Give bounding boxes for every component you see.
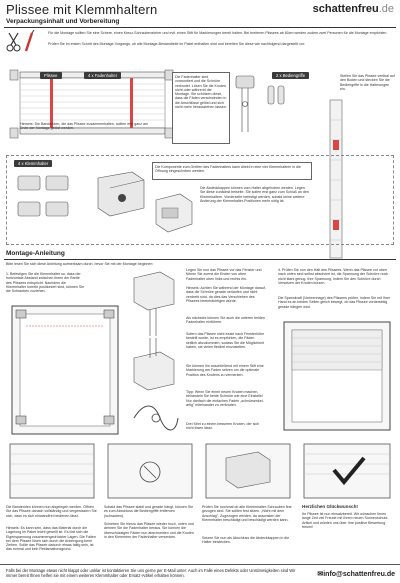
step-1-text: 1. Befestigen Sie die Klemmhalter so, dass der horizontale Abstand zwischen ihnen der Breite des Plissees entspricht. Nachdem die Klemmhalter korrekt positioniert sind, können Sie die Schrauben zuziehen. (6, 272, 85, 294)
step-4b-text: Die Spannkraft (Vorbrennage) des Plissees prüfen, indem Sie mit Ihrer Hand es an beiden Seiten gleich bewegt, ob das Plissee vorderseitig gerade hängen wird. (278, 296, 391, 309)
congrats-title: Herzlichen Glückwunsch! (302, 504, 358, 509)
step-2e-text: Sie können ihn anschließend mit einem Stift eine Markierung am Faden setzen um die optimale Position des Knotens zu vermerken. (186, 364, 264, 377)
hinweis-banderolen: Hinweis: Die Banderolen, die das Plissee zusammenhalten, sollten erst ganz am Ende der Montage gelöst werden. (20, 122, 149, 131)
bottom-step-2-illustration (104, 442, 196, 502)
knot-tip-icon (130, 398, 182, 438)
plissee-illustration (10, 70, 170, 150)
label-plissee: Plissee (40, 72, 62, 79)
fadenhalter-note-box (172, 72, 230, 144)
page-title: Plissee mit Klemmhaltern (6, 2, 158, 17)
tipp-text: Tipp: Wenn Sie einen neuen Knoten machen, behandeln Sie beide Schnüre wie eine Einstelle/ Nur dreifach die einfachen Faden „schnürsenkel-artig" miteinander zu verknoten. (186, 390, 264, 407)
klemmhalter-assembly-icon (92, 168, 152, 228)
bottom-step-4-illustration (300, 442, 394, 502)
klemmhalter-note-2: Die Abdeckkappen können vom Halter abgehoben werden. Legen Sie diese zunächst beiseite. Sie sollen erst ganz zum Schluß an den Klemmhaltern. Vorderseite befestigt werden, sobald keine weitere Änderung der Klemmhalter-Positionen mehr nötig ist. (200, 186, 309, 203)
bediengriffe-note: Stellen Sie das Plissee vertikal auf den Boden und stecken Sie die Bediengriffe in die Halterungen ein. (340, 74, 395, 91)
klemmhalter-note-1: Die Komponente zum Greifen des Fadenhalters kann direkt in eine vier Klemmhaltern in die Öffnung eingeschoben werden. (155, 165, 301, 174)
email-link[interactable]: ✉info@schattenfreu.de (317, 571, 395, 578)
bottom-step-3-text: Prüfen Sie nochmal ob alle Klemmhalter-Schrauben fest gezogen sind. Sie sollten fest sitzen. „Nicht mit dem Anschlag". Zugezogen werden, da ansonsten der Klemmhalter beschädigt und beschädigt werden kann. (202, 505, 292, 522)
fadenhalter-bottom-illustration (130, 338, 182, 398)
step-2-text: Legen Sie nun das Plissee vor das Fenster und führen Sie zuerst die Enden von oben Fadenhalter oben links und rechts ein. (186, 268, 262, 281)
montage-subtitle: Bitte lesen Sie sich diese Anleitung aufmerksam durch, bevor Sie mit der Montage beginnen: (6, 262, 154, 266)
klemmhalter-note-box (152, 162, 312, 180)
divider (4, 27, 396, 28)
bottom-step-1-illustration (6, 442, 98, 502)
step-4-text: 4. Prüfen Sie nun den Halt des Plissees. Wenn das Plissee vor oben nach unten sind selbst absolviert ist, die Spannung der Schnüre noch nicht stark genug. Ihre Spannung. Indem Sie den Schnüre durch Versetzen der Knoten kürzen. (278, 268, 389, 285)
label-fadenhalter: 4 x Fadenhalter (84, 72, 121, 79)
bottom-step-1-text: Die Banderolen können nun abgelegen werden. Öffnen Sie das Plissee danach vollständig und vergewissern Sie sich, dass es sich einwandfrei bedienen lässt. (6, 505, 97, 518)
fadenhalter-insert-illustration (130, 268, 182, 338)
step-2d-text: Sofern das Plissee nicht exakt nach Fensterhöhe bestellt wurde, ist es empfohlen, die Fäden seitlich abzukommen, sodass Sie die Möglichkeit haben, sie vielen flexibel einzustellen. (186, 332, 265, 349)
bottom-step-3b-text: Setzen Sie nun als Abschluss die Abdeckkappen in die Halter einstecken. (202, 536, 290, 545)
fadenhalter-note: Die Fadenhalter sind vormontiert und die Schnüre verknotet. Lösen Sie die Knoten nicht oder während der Montage. Sie schützen diese, dass die Fäden verschwinden in die Anschlüsse gelöst und sich nicht mehr herausziehen lassen. (175, 75, 227, 110)
intro-text-1: Für die Montage sollten Sie eine Schere, einen Kreuz-Schraubenzieher und evtl. einen Stift für Markierungen bereit halten. Bei breiteren Plissees ab 80cm werden zudem zwei Personen für die Montage empfohlen. (48, 31, 388, 35)
bottom-step-3-illustration (202, 442, 294, 502)
label-klemmhalter: 4 x Klemmhalter (14, 160, 52, 167)
bottom-step-2b-text: Schieben Sie hierzu das Plissee wieder hoch, unten und dehnen Sie die Fadenhalter heraus. Sie können die überschüssigen Fäden nun abschneiden und die Knoten in den Klemmern der Fadenhalter versenken. (104, 522, 194, 539)
brand-logo: schattenfreu.de (312, 3, 394, 15)
footer-text: Falls bei der Montage etwas nicht klappt oder unklar ist kontaktieren Sie uns gerne per E-Mail unter: Auch im Falle eines Defekts oder Unstimmigkeiten sind Wir immer bereit Ihnen helfen sie mit einem weiteren Klemmhalter oder Ersatz-Artikel erhalten können. (6, 568, 296, 578)
mail-icon: ✉ (317, 571, 324, 578)
step-2f-text: Drei führt zu einem besseren Knoten, der sich nicht lösen lässt. (186, 422, 260, 431)
step-2b-text: Hinweis: Achten Sie während der Montage darauf, dass die Schnüre gerade verlaufen und nicht verdreht sind, da dies das Verschieben des Plissees beeinträchtigen würde. (186, 286, 266, 303)
fadenhalter-detail-icon (232, 74, 258, 136)
section-title-preparation: Verpackungsinhalt und Vorbereitung (6, 18, 120, 25)
step-2c-text: Als nächstes können Sie auch die unteren beiden Fadenhalter einführen. (186, 316, 265, 325)
footer-divider (0, 564, 400, 565)
bottom-step-1b-text: Hinweis: Es kann sein, dass das Material durch die Lagerung im Paket leicht gewellt ist. Es löst sich die Eigenspannung zusammengedrückter Lagen. Die Falten bei dem Plissee lösen sich durch die Anbringung beim Ziehen. Sollte das Plissee dadurch etwas faltig sein, ist das normal und kein Reklamationsgrund. (6, 526, 96, 552)
bediengriff-icon (265, 82, 289, 110)
section-title-montage: Montage-Anleitung (6, 250, 65, 257)
bottom-step-2-text: Sobald das Plissee stabil und gerade hängt, können Sie es zum Abschluss die Bediengriffe entfernen (schrauben). (104, 505, 194, 518)
tools-icon (4, 31, 44, 53)
window-plissee-illustration (280, 322, 394, 432)
abdeckkappe-icon (150, 190, 198, 238)
intro-text-2: Prüfen Sie im ersten Schritt des Montage-Vorgangs, ob alle Montage-Bestandteile im Paket enthalten sind und bereiten Sie diese wie nachfolgend dargestellt vor: (48, 42, 306, 46)
congrats-text: Ihr Plissee ist nun einsatzbereit. Wir wünschen Ihnen lange Zeit viel Freude mit Ihrem neuen Sonnenschutz-Artikel und würden uns über Ihre positive Bewertung freuen! (302, 512, 389, 529)
klemmhalter-parts-icon (14, 172, 74, 234)
divider (4, 259, 396, 260)
label-bediengriffe: 2 x Bediengriffe (272, 72, 309, 79)
window-klemmhalter-illustration (6, 306, 124, 436)
